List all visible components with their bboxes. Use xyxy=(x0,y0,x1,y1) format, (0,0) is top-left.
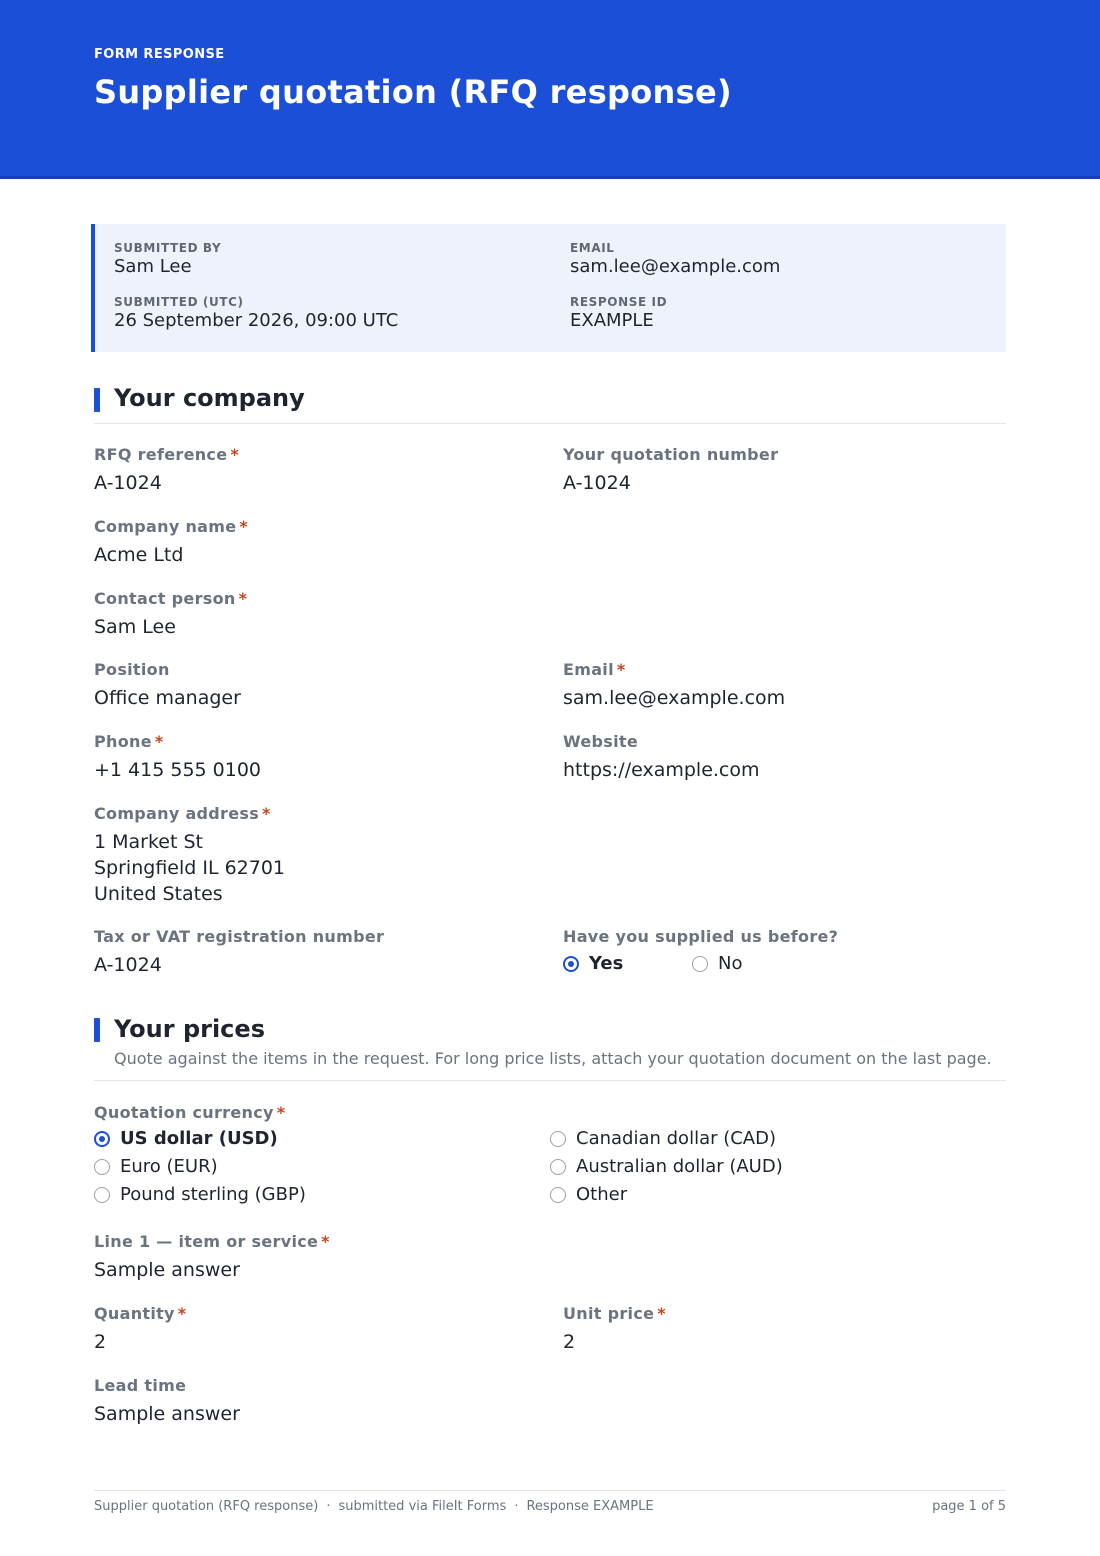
radio-label: Pound sterling (GBP) xyxy=(120,1184,306,1205)
field-phone xyxy=(94,732,261,783)
field-value: 2 xyxy=(563,1331,576,1353)
radio-empty-icon xyxy=(94,1187,110,1203)
field-label: Contact person xyxy=(94,589,236,608)
section-accent-bar xyxy=(94,388,100,412)
field-company-address xyxy=(94,804,285,907)
field-value: A-1024 xyxy=(563,472,631,494)
required-marker: * xyxy=(262,804,271,823)
radio-currency-usd[interactable] xyxy=(94,1128,278,1149)
field-label: Website xyxy=(563,732,638,751)
required-marker: * xyxy=(154,732,164,751)
field-label: RFQ reference xyxy=(94,445,228,464)
submitted-utc xyxy=(114,295,398,331)
field-lead-time xyxy=(94,1376,240,1427)
field-value: 2 xyxy=(94,1331,107,1353)
required-marker: * xyxy=(657,1304,666,1323)
section-your-company xyxy=(94,384,1006,424)
field-label: Company address xyxy=(94,804,260,823)
field-label: Phone xyxy=(94,732,152,751)
section-your-prices xyxy=(94,1015,1006,1083)
section-description: Quote against the items in the request. For long price lists, attach your quotation document on the last page. xyxy=(114,1049,992,1068)
radio-currency-eur[interactable] xyxy=(94,1156,218,1177)
radio-empty-icon xyxy=(94,1159,110,1175)
field-value: Sam Lee xyxy=(94,616,176,638)
field-label: Quantity xyxy=(94,1304,175,1323)
field-value: Sample answer xyxy=(94,1403,240,1425)
field-label: Email xyxy=(563,660,614,679)
field-value: +1 415 555 0100 xyxy=(94,759,262,781)
submitted-utc-label: SUBMITTED (UTC) xyxy=(114,295,244,309)
footer-separator: · xyxy=(514,1499,519,1514)
field-company-name xyxy=(94,517,248,568)
footer-response: Response EXAMPLE xyxy=(526,1499,654,1514)
required-marker: * xyxy=(230,445,240,464)
field-contact-person xyxy=(94,589,247,640)
section-divider xyxy=(94,1080,1006,1081)
submission-meta-panel xyxy=(91,224,1006,352)
field-email xyxy=(563,660,785,711)
address-line: United States xyxy=(94,883,223,905)
radio-label: Euro (EUR) xyxy=(120,1156,218,1177)
field-label: Company name xyxy=(94,517,237,536)
field-value: Acme Ltd xyxy=(94,544,184,566)
radio-label: Canadian dollar (CAD) xyxy=(576,1128,777,1149)
page-title: Supplier quotation (RFQ response) xyxy=(94,73,732,111)
field-quotation-number xyxy=(563,445,778,496)
required-marker: * xyxy=(177,1304,187,1323)
section-divider xyxy=(94,423,1006,424)
field-label: Tax or VAT registration number xyxy=(94,927,385,946)
field-supplied-before xyxy=(563,927,838,946)
field-value: A-1024 xyxy=(94,954,162,976)
radio-label: Other xyxy=(576,1184,628,1205)
field-value: A-1024 xyxy=(94,472,162,494)
page-number: page 1 of 5 xyxy=(932,1499,1006,1514)
required-marker: * xyxy=(616,660,626,679)
radio-currency-other[interactable] xyxy=(550,1184,627,1205)
radio-empty-icon xyxy=(692,956,708,972)
submitted-by-value: Sam Lee xyxy=(114,256,192,277)
address-line: Springfield IL 62701 xyxy=(94,857,286,879)
header-banner xyxy=(0,0,1100,179)
field-label: Unit price xyxy=(563,1304,655,1323)
radio-selected-icon xyxy=(563,956,579,972)
radio-currency-aud[interactable] xyxy=(550,1156,783,1177)
field-tax-number xyxy=(94,927,384,978)
field-value: Office manager xyxy=(94,687,241,709)
response-id xyxy=(570,295,667,331)
required-marker: * xyxy=(321,1232,330,1251)
field-label: Have you supplied us before? xyxy=(563,927,839,946)
radio-label: US dollar (USD) xyxy=(120,1128,278,1149)
field-unit-price xyxy=(563,1304,666,1355)
field-line1-item xyxy=(94,1232,330,1283)
email-value: sam.lee@example.com xyxy=(570,256,781,277)
submitted-by-label: SUBMITTED BY xyxy=(114,241,222,255)
section-title: Your prices xyxy=(114,1015,265,1043)
radio-currency-gbp[interactable] xyxy=(94,1184,306,1205)
radio-empty-icon xyxy=(550,1131,566,1147)
radio-currency-cad[interactable] xyxy=(550,1128,776,1149)
radio-supplied-yes[interactable] xyxy=(563,953,623,974)
field-position xyxy=(94,660,241,711)
radio-supplied-no[interactable] xyxy=(692,953,742,974)
footer-divider xyxy=(94,1490,1006,1491)
radio-empty-icon xyxy=(550,1187,566,1203)
response-id-label: RESPONSE ID xyxy=(570,295,668,309)
field-rfq-reference xyxy=(94,445,239,496)
field-value: sam.lee@example.com xyxy=(563,687,786,709)
submitted-utc-value: 26 September 2026, 09:00 UTC xyxy=(114,310,399,331)
required-marker: * xyxy=(276,1103,286,1122)
required-marker: * xyxy=(238,589,248,608)
section-accent-bar xyxy=(94,1018,100,1042)
field-website xyxy=(563,732,760,783)
field-quantity xyxy=(94,1304,186,1355)
field-label: Lead time xyxy=(94,1376,187,1395)
radio-label: Yes xyxy=(589,953,624,974)
footer-submitted-via: submitted via FileIt Forms xyxy=(338,1499,507,1514)
radio-label: Australian dollar (AUD) xyxy=(576,1156,783,1177)
section-title: Your company xyxy=(114,384,305,412)
email-label: EMAIL xyxy=(570,241,615,255)
submitter-email xyxy=(570,241,780,277)
field-quotation-currency xyxy=(94,1103,285,1122)
field-value: https://example.com xyxy=(563,759,760,781)
radio-empty-icon xyxy=(550,1159,566,1175)
submitted-by xyxy=(114,241,221,277)
field-label: Quotation currency xyxy=(94,1103,274,1122)
field-label: Line 1 — item or service xyxy=(94,1232,319,1251)
required-marker: * xyxy=(239,517,249,536)
footer-info xyxy=(94,1499,654,1514)
radio-selected-icon xyxy=(94,1131,110,1147)
address-line: 1 Market St xyxy=(94,831,203,853)
radio-label: No xyxy=(718,953,743,974)
field-label: Your quotation number xyxy=(563,445,779,464)
field-value: Sample answer xyxy=(94,1259,240,1281)
footer-separator: · xyxy=(326,1499,331,1514)
footer-form-name: Supplier quotation (RFQ response) xyxy=(94,1499,319,1514)
form-kicker: FORM RESPONSE xyxy=(94,47,225,62)
response-id-value: EXAMPLE xyxy=(570,310,654,331)
field-label: Position xyxy=(94,660,170,679)
